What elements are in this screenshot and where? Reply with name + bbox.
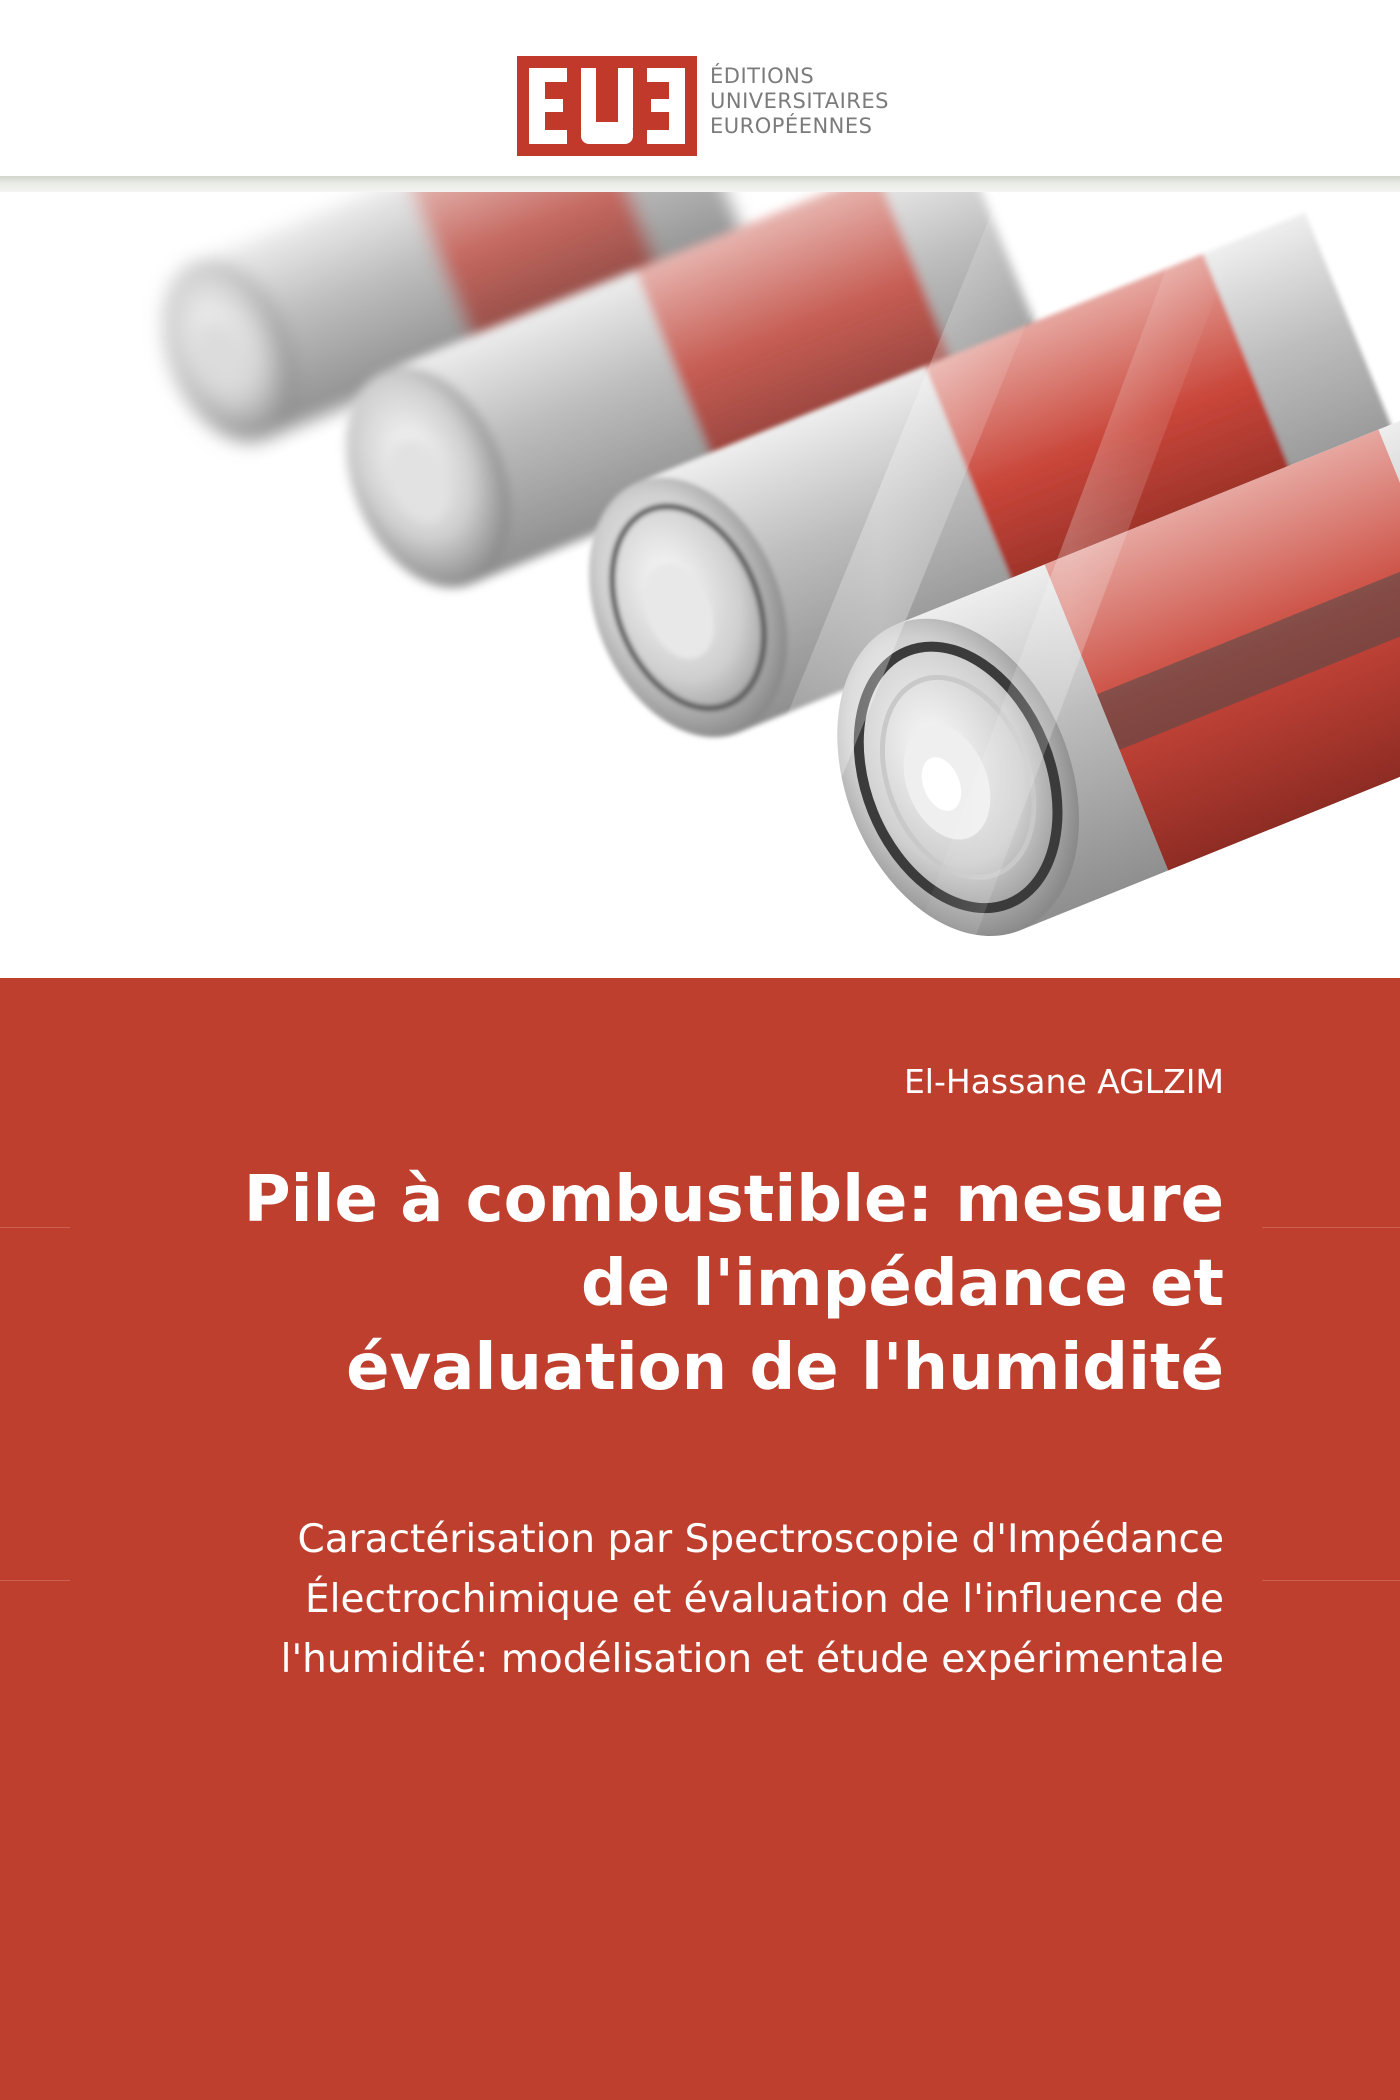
book-title: [104, 1158, 1224, 1410]
book-title-line: de l'impédance et: [580, 1247, 1224, 1321]
book-subtitle: [4, 1510, 1224, 1690]
publisher-name-line: ÉDITIONS: [710, 64, 815, 88]
header-divider: [0, 176, 1400, 192]
book-subtitle-line: Électrochimique et évaluation de l'influence de: [305, 1577, 1224, 1622]
publisher-name-line: EUROPÉENNES: [710, 114, 873, 138]
publisher-name-line: UNIVERSITAIRES: [710, 89, 889, 113]
panel-rule: [0, 1227, 70, 1228]
book-subtitle-line: Caractérisation par Spectroscopie d'Impédance: [297, 1517, 1224, 1562]
publisher-logo: [517, 56, 697, 156]
book-title-line: Pile à combustible: mesure: [243, 1163, 1224, 1237]
book-title-line: évaluation de l'humidité: [346, 1331, 1224, 1405]
panel-rule: [1262, 1580, 1400, 1581]
publisher-name: [710, 64, 889, 139]
publisher-header: [0, 0, 1400, 178]
book-author: El-Hassane AGLZIM: [903, 1062, 1224, 1101]
panel-rule: [1262, 1227, 1400, 1228]
cover-photo: [0, 192, 1400, 978]
batteries-photo: [0, 192, 1400, 978]
book-subtitle-line: l'humidité: modélisation et étude expérimentale: [280, 1637, 1224, 1682]
